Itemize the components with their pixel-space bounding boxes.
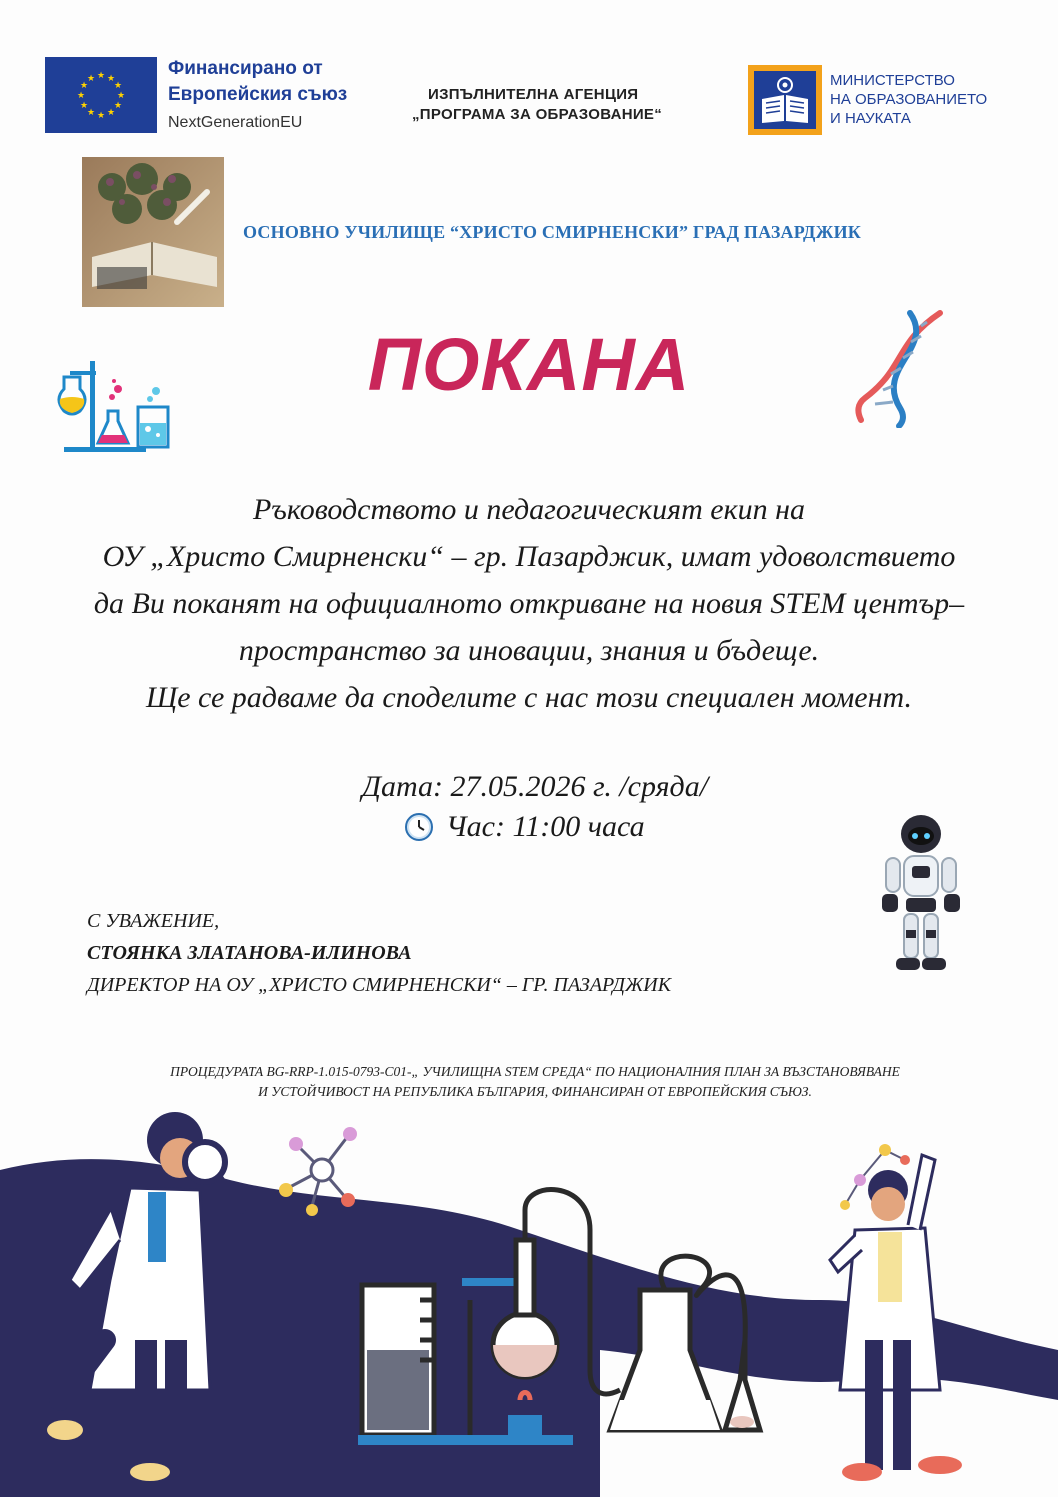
ministry-line3: И НАУКАТА bbox=[830, 110, 911, 127]
eu-flag-icon bbox=[45, 57, 157, 133]
svg-text:★: ★ bbox=[86, 108, 96, 118]
signature-name: СТОЯНКА ЗЛАТАНОВА-ИЛИНОВА bbox=[87, 942, 412, 964]
ministry-line2: НА ОБРАЗОВАНИЕТО bbox=[830, 91, 988, 108]
body-line-1: Ръководството и педагогическият екип на bbox=[252, 493, 806, 526]
body-line-2: ОУ „Христо Смирненски“ – гр. Пазарджик, имат удоволствието bbox=[102, 540, 956, 573]
svg-text:★: ★ bbox=[79, 81, 89, 91]
page-title: ПОКАНА bbox=[367, 323, 691, 406]
svg-text:★: ★ bbox=[86, 74, 96, 84]
ministry-line1: МИНИСТЕРСТВО bbox=[830, 72, 955, 89]
procedure-line-1: ПРОЦЕДУРАТА BG-RRP-1.015-0793-C01-„ УЧИЛИЩНА STEM СРЕДА“ ПО НАЦИОНАЛНИЯ ПЛАН ЗА ВЪЗСТАНОВЯВАНЕ bbox=[170, 1064, 900, 1079]
procedure-line-2: И УСТОЙЧИВОСТ НА РЕПУБЛИКА БЪЛГАРИЯ, ФИНАНСИРАН ОТ ЕВРОПЕЙСКИЯ СЪЮЗ. bbox=[258, 1084, 812, 1099]
svg-text:★: ★ bbox=[76, 91, 86, 101]
svg-text:★: ★ bbox=[106, 108, 116, 118]
agency-line2: „ПРОГРАМА ЗА ОБРАЗОВАНИЕ“ bbox=[412, 106, 663, 123]
lab-flasks-icon bbox=[56, 355, 174, 455]
svg-text:★: ★ bbox=[113, 81, 123, 91]
dna-icon bbox=[855, 308, 945, 428]
event-time-row bbox=[404, 810, 645, 844]
school-photo bbox=[82, 157, 224, 307]
eu-funding-line3: NextGenerationEU bbox=[168, 114, 303, 131]
body-line-3: да Ви поканят на официалното откриване на новия STEM център– bbox=[93, 587, 965, 620]
eu-funding-line1: Финансирано от bbox=[168, 58, 323, 79]
svg-text:★: ★ bbox=[113, 101, 123, 111]
robot-icon bbox=[876, 812, 966, 977]
invitation-body bbox=[0, 486, 1058, 721]
svg-text:★: ★ bbox=[106, 74, 116, 84]
ministry-book-icon bbox=[748, 65, 822, 135]
lab-scene-illustration bbox=[0, 1100, 1058, 1497]
agency-line1: ИЗПЪЛНИТЕЛНА АГЕНЦИЯ bbox=[428, 86, 639, 103]
eu-funding-line2: Европейския съюз bbox=[168, 84, 348, 105]
svg-text:★: ★ bbox=[79, 101, 89, 111]
signature-regards: С УВАЖЕНИЕ, bbox=[87, 910, 220, 932]
event-date: Дата: 27.05.2026 г. /сряда/ bbox=[361, 770, 709, 803]
school-name: ОСНОВНО УЧИЛИЩЕ “ХРИСТО СМИРНЕНСКИ” ГРАД ПАЗАРДЖИК bbox=[243, 222, 862, 242]
procedure-note bbox=[0, 1062, 1058, 1102]
svg-text:★: ★ bbox=[96, 111, 106, 121]
signature-position: ДИРЕКТОР НА ОУ „ХРИСТО СМИРНЕНСКИ“ – ГР. ПАЗАРДЖИК bbox=[87, 974, 672, 996]
body-line-5: Ще се радваме да споделите с нас този специален момент. bbox=[145, 681, 913, 714]
svg-text:★: ★ bbox=[96, 71, 106, 81]
clock-icon bbox=[404, 812, 434, 842]
event-time: Час: 11:00 часа bbox=[446, 810, 645, 843]
svg-text:★: ★ bbox=[116, 91, 126, 101]
body-line-4: пространство за иновации, знания и бъдеще. bbox=[238, 634, 820, 667]
